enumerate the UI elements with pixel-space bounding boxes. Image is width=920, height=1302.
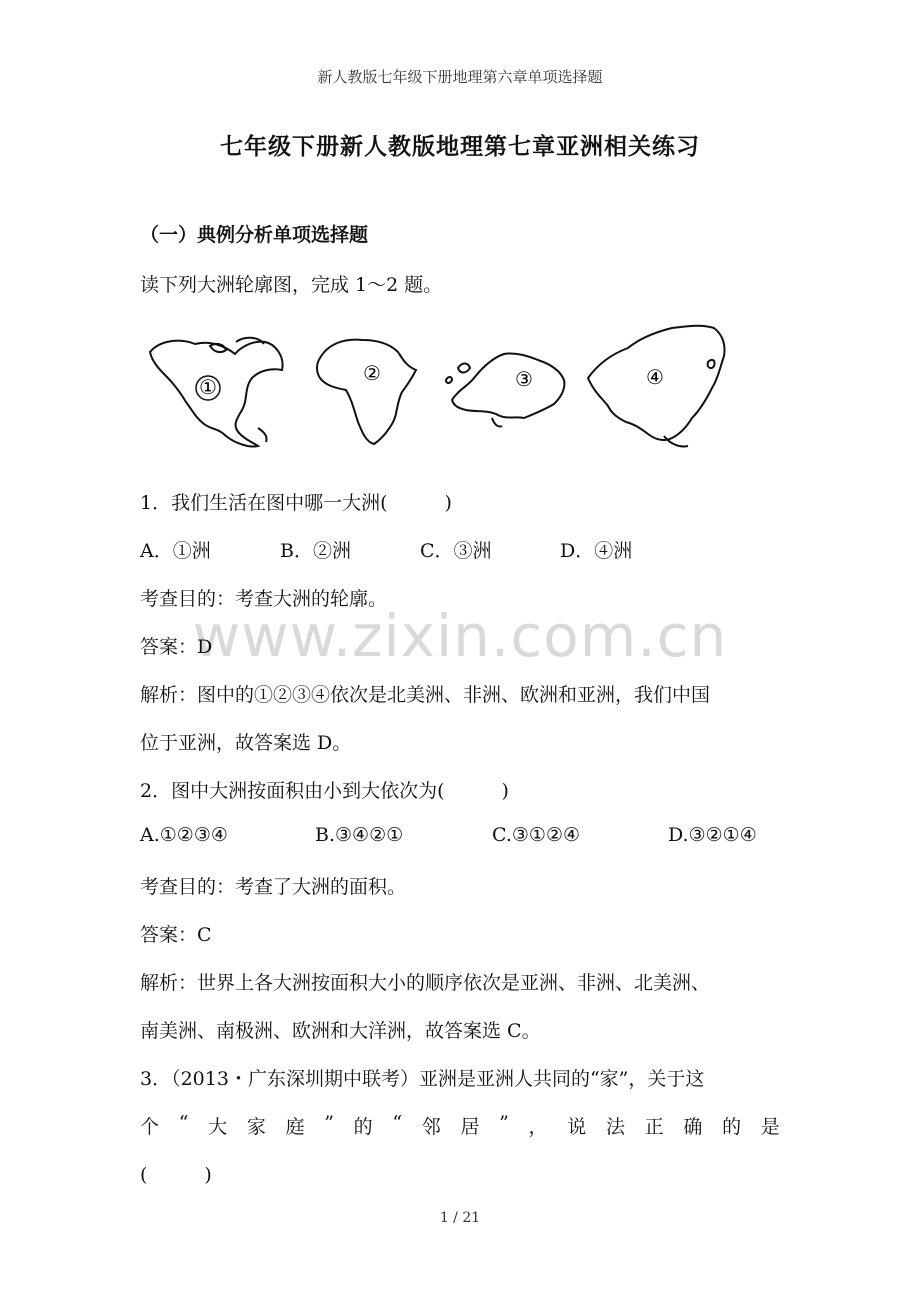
map-africa bbox=[317, 340, 416, 444]
q2-stem: 2．图中大洲按面积由小到大依次为( ) bbox=[140, 780, 509, 802]
q1-option-d: D．④洲 bbox=[560, 540, 633, 562]
q1-option-c: C．③洲 bbox=[420, 540, 492, 562]
q2-answer: 答案：C bbox=[140, 924, 212, 946]
map-europe bbox=[446, 353, 564, 426]
q3-stem-char: ， bbox=[528, 1116, 548, 1138]
q3-stem-line1: 3．（2013・广东深圳期中联考）亚洲是亚洲人共同的“家”，关于这 bbox=[140, 1068, 705, 1090]
page-header: 新人教版七年级下册地理第六章单项选择题 bbox=[317, 68, 603, 86]
q3-stem-char: 邻 bbox=[421, 1116, 441, 1138]
q1-analysis-line2: 位于亚洲，故答案选 D。 bbox=[140, 732, 352, 754]
q2-option-c: C.③①②④ bbox=[492, 824, 581, 846]
q1-stem: 1．我们生活在图中哪一大洲( ) bbox=[140, 492, 452, 514]
q1-purpose: 考查目的：考查大洲的轮廓。 bbox=[140, 588, 388, 610]
q3-stem-char: ” bbox=[499, 1112, 509, 1134]
q2-option-b: B.③④②① bbox=[315, 824, 404, 846]
map-label-2: ② bbox=[363, 361, 381, 385]
q3-stem-char: 的 bbox=[353, 1116, 373, 1138]
q3-stem-char: 大 bbox=[208, 1116, 228, 1138]
q2-analysis-line1: 解析：世界上各大洲按面积大小的顺序依次是亚洲、非洲、北美洲、 bbox=[140, 972, 711, 994]
q1-option-b: B．②洲 bbox=[280, 540, 351, 562]
q3-stem-char: 正 bbox=[644, 1116, 664, 1138]
q3-stem-char: 法 bbox=[605, 1116, 625, 1138]
map-label-3: ③ bbox=[515, 367, 533, 391]
q3-stem-char: 居 bbox=[460, 1116, 480, 1138]
page-number: 1 / 21 bbox=[439, 1210, 481, 1226]
q1-option-a: A．①洲 bbox=[140, 540, 211, 562]
watermark: www.zixin.com.cn bbox=[192, 602, 728, 670]
q3-stem-char: 说 bbox=[567, 1116, 587, 1138]
q2-option-a: A.①②③④ bbox=[140, 824, 228, 846]
map-label-4: ④ bbox=[646, 365, 664, 389]
q1-answer: 答案：D bbox=[140, 636, 213, 658]
q3-stem-char: 个 bbox=[140, 1116, 160, 1138]
q3-stem-char: 确 bbox=[683, 1116, 703, 1138]
document-title: 七年级下册新人教版地理第七章亚洲相关练习 bbox=[220, 133, 700, 160]
q3-stem-char: 是 bbox=[760, 1116, 780, 1138]
q3-stem-char: ” bbox=[324, 1112, 334, 1134]
q3-stem-char: 家 bbox=[246, 1116, 266, 1138]
q3-stem-line2 bbox=[140, 1112, 780, 1139]
q3-stem-char: “ bbox=[392, 1112, 403, 1134]
continent-maps bbox=[140, 318, 740, 458]
q3-stem-char: 的 bbox=[722, 1116, 742, 1138]
q2-option-d: D.③②①④ bbox=[668, 824, 757, 846]
section-title: （一）典例分析单项选择题 bbox=[140, 224, 369, 246]
q1-analysis-line1: 解析：图中的①②③④依次是北美洲、非洲、欧洲和亚洲，我们中国 bbox=[140, 684, 711, 706]
q3-stem-line3: ( ) bbox=[140, 1164, 212, 1186]
map-label-1: ① bbox=[199, 375, 217, 399]
q3-stem-char: 庭 bbox=[285, 1116, 305, 1138]
q2-analysis-line2: 南美洲、南极洲、欧洲和大洋洲，故答案选 C。 bbox=[140, 1020, 541, 1042]
q3-stem-char: “ bbox=[178, 1112, 189, 1134]
intro-text: 读下列大洲轮廓图，完成 1～2 题。 bbox=[140, 274, 443, 296]
q2-purpose: 考查目的：考查了大洲的面积。 bbox=[140, 876, 407, 898]
